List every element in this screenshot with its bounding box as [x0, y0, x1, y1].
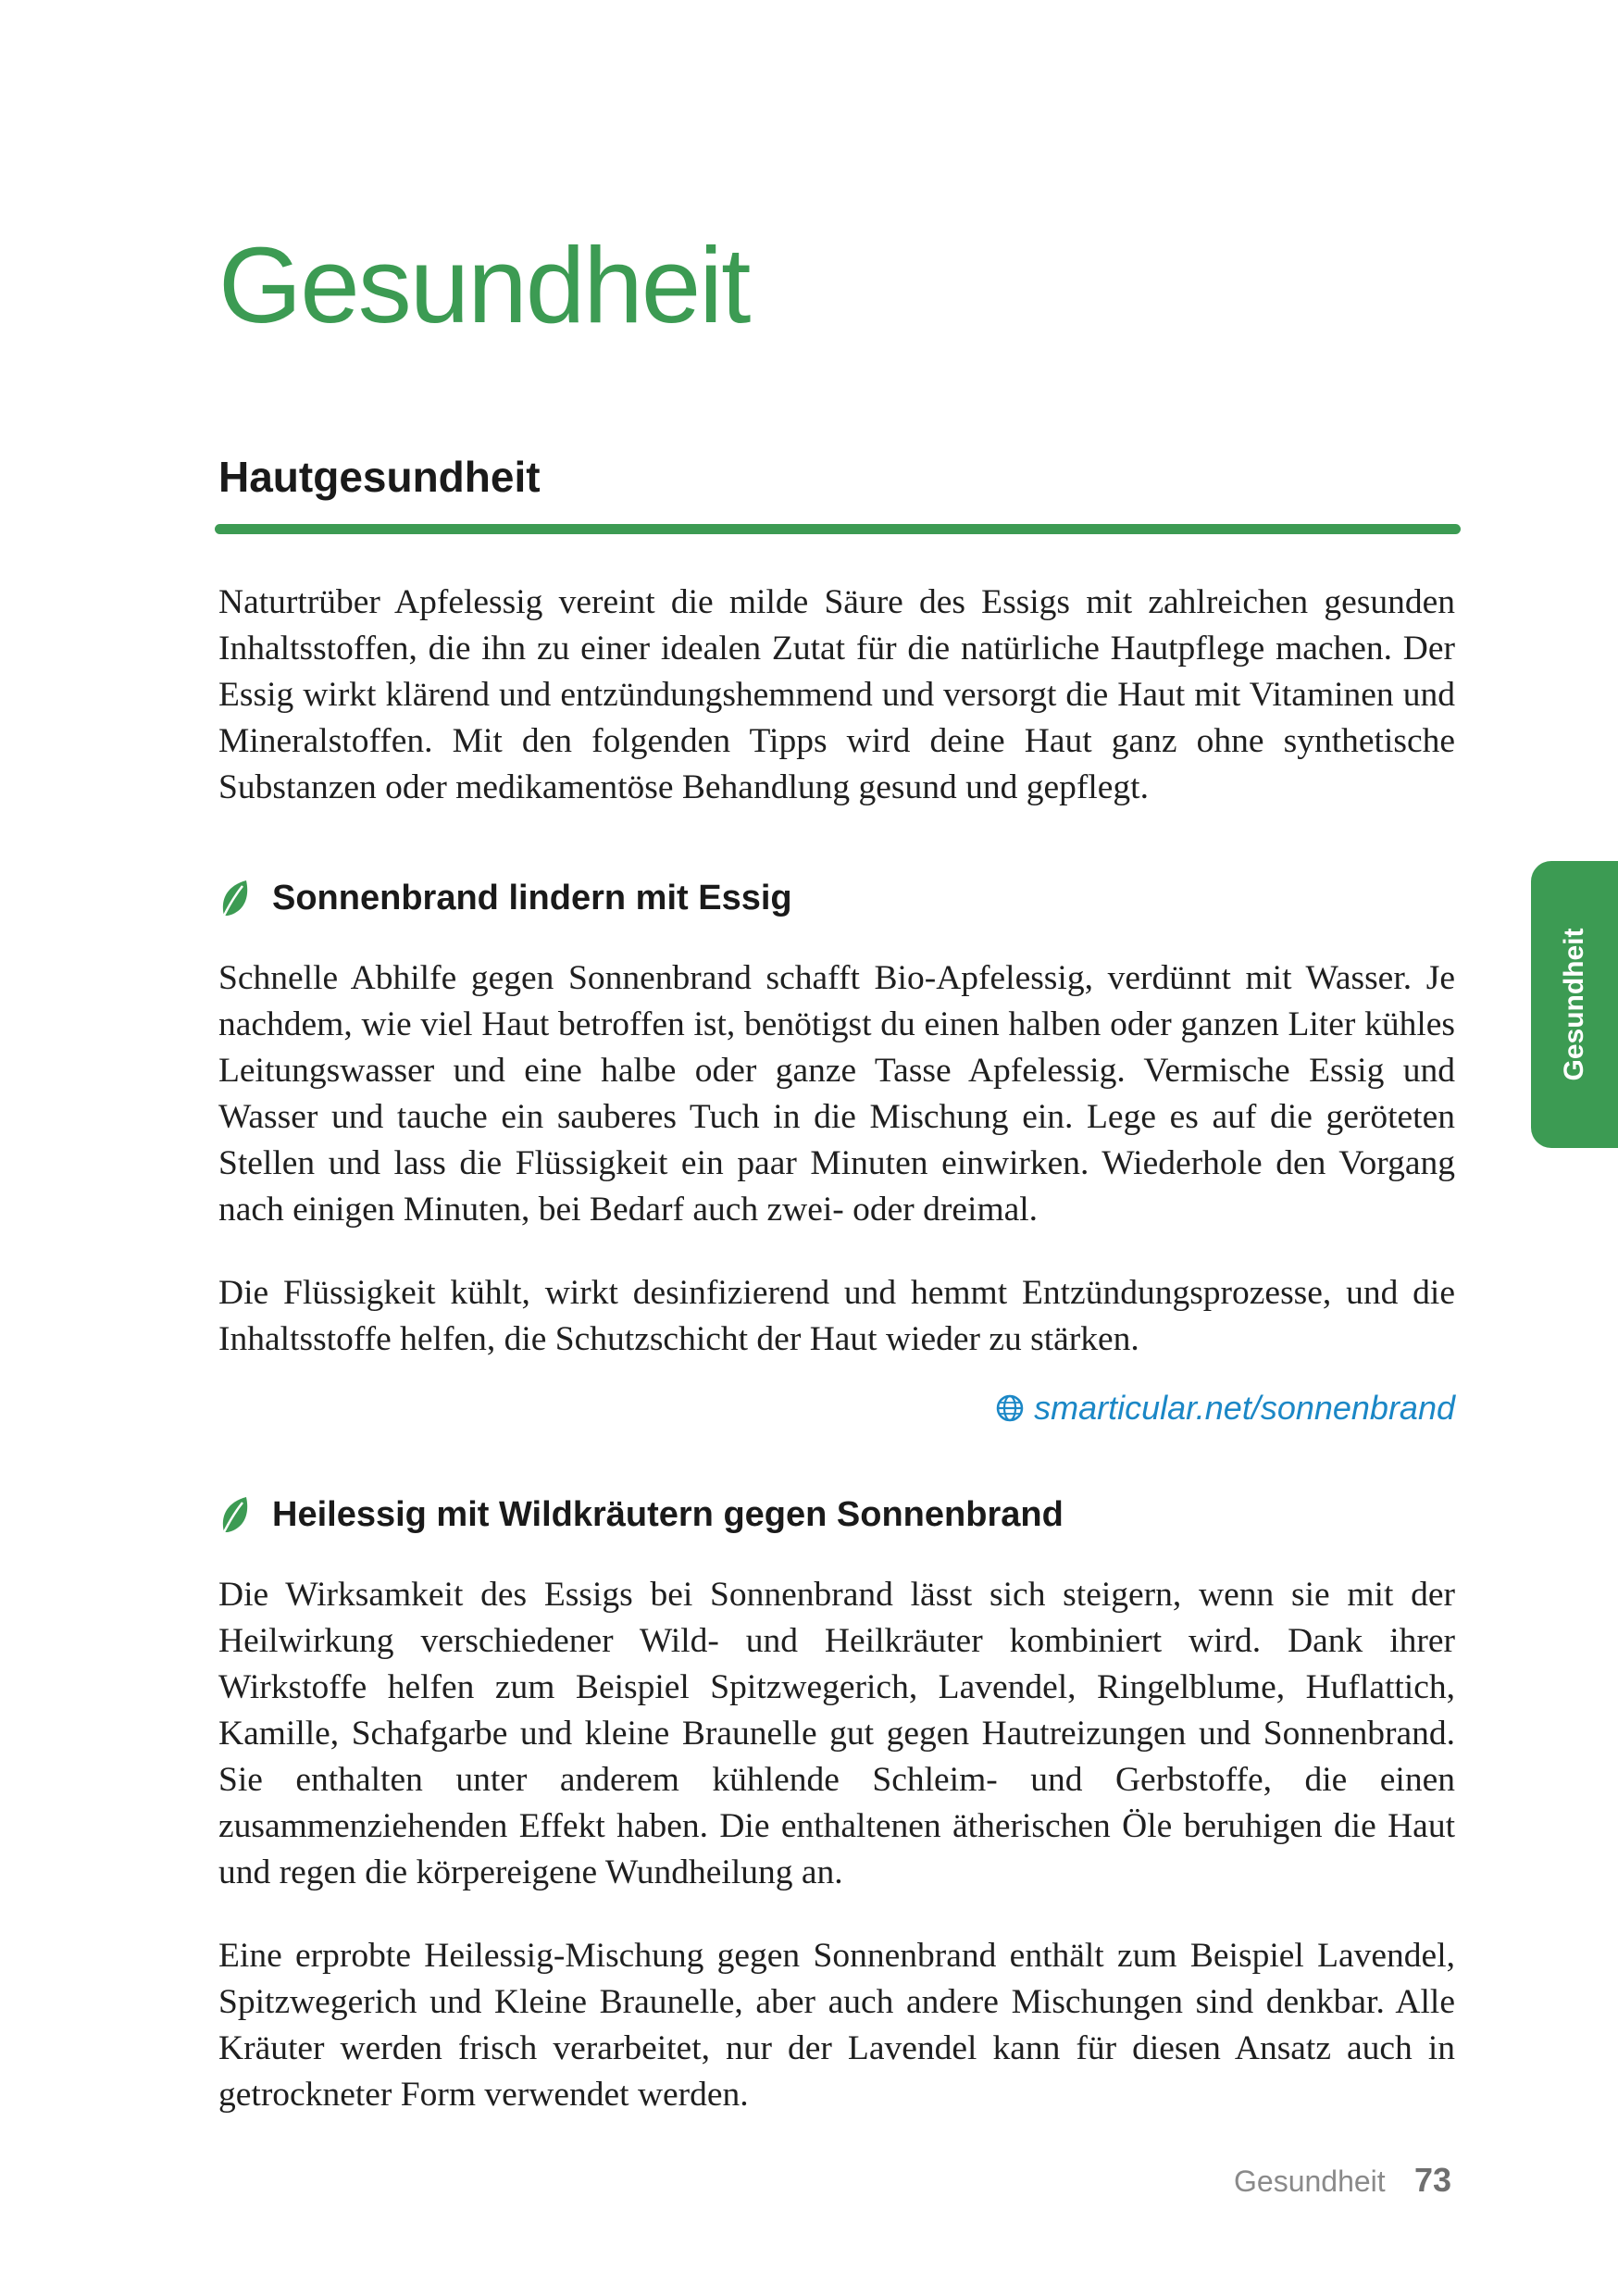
tip1-paragraph-2: Die Flüssigkeit kühlt, wirkt desinfizierend und hemmt Entzündungsprozesse, und die Inhaltsstoffe helfen, die Schutzschicht der Haut wieder zu stärken.: [218, 1274, 1455, 1358]
source-link-label[interactable]: smarticular.net/sonnenbrand: [1034, 1389, 1455, 1427]
tip2-paragraph-2: Eine erprobte Heilessig-Mischung gegen Sonnenbrand enthält zum Beispiel Lavendel, Spitzwegerich und Kleine Braunelle, aber auch andere Mischungen sind denkbar. Alle Kräuter werden frisch verarbeitet, nur der Lavendel kann für diesen Ansatz auch in getrockneter Form verwendet werden.: [218, 1937, 1455, 2114]
leaf-icon: [218, 879, 252, 919]
tip-heading-sonnenbrand: [218, 878, 792, 920]
tip-heading-label: Heilessig mit Wildkräutern gegen Sonnenbrand: [272, 1495, 1064, 1534]
chapter-title: Gesundheit: [218, 225, 750, 345]
tip1-paragraph-1: Schnelle Abhilfe gegen Sonnenbrand schafft Bio-Apfelessig, verdünnt mit Wasser. Je nachdem, wie viel Haut betroffen ist, benötigst du einen halben oder ganzen Liter kühles Leitungswasser und eine halbe oder ganze Tasse Apfelessig. Vermische Essig und Wasser und tauche ein sauberes Tuch in die Mischung ein. Lege es auf die geröteten Stellen und lass die Flüssigkeit ein paar Minuten einwirken. Wiederhole den Vorgang nach einigen Minuten, bei Bedarf auch zwei- oder dreimal.: [218, 959, 1455, 1229]
intro-paragraph: Naturtrüber Apfelessig vereint die milde Säure des Essigs mit zahlreichen gesunden Inhaltsstoffen, die ihn zu einer idealen Zutat für die natürliche Hautpflege machen. Der Essig wirkt klärend und entzündungshemmend und versorgt die Haut mit Vitaminen und Mineralstoffen. Mit den folgenden Tipps wird deine Haut ganz ohne synthetische Substanzen oder medikamentöse Behandlung gesund und gepflegt.: [218, 583, 1455, 806]
page-number: 73: [1414, 2161, 1452, 2199]
leaf-icon: [218, 1495, 252, 1536]
chapter-side-tab-label: Gesundheit: [1559, 928, 1589, 1081]
globe-icon: [995, 1393, 1025, 1423]
tip2-paragraph-1: Die Wirksamkeit des Essigs bei Sonnenbrand lässt sich steigern, wenn sie mit der Heilwirkung verschiedener Wild- und Heilkräuter kombiniert wird. Dank ihrer Wirkstoffe helfen zum Beispiel Spitzwegerich, Lavendel, Ringelblume, Huflattich, Kamille, Schafgarbe und kleine Braunelle gut gegen Hautreizungen und Sonnenbrand. Sie enthalten unter anderem kühlende Schleim- und Gerbstoffe, die einen zusammenziehenden Effekt haben. Die enthaltenen ätherischen Öle beruhigen die Haut und regen die körpereigene Wundheilung an.: [218, 1576, 1455, 1891]
section-title: Hautgesundheit: [218, 453, 541, 501]
footer-section-name: Gesundheit: [1234, 2165, 1386, 2198]
chapter-side-tab: [1531, 861, 1618, 1148]
tip-heading-heilessig: [218, 1494, 1064, 1537]
source-link[interactable]: [995, 1389, 1455, 1428]
section-divider: [215, 524, 1461, 534]
tip-heading-label: Sonnenbrand lindern mit Essig: [272, 879, 792, 917]
